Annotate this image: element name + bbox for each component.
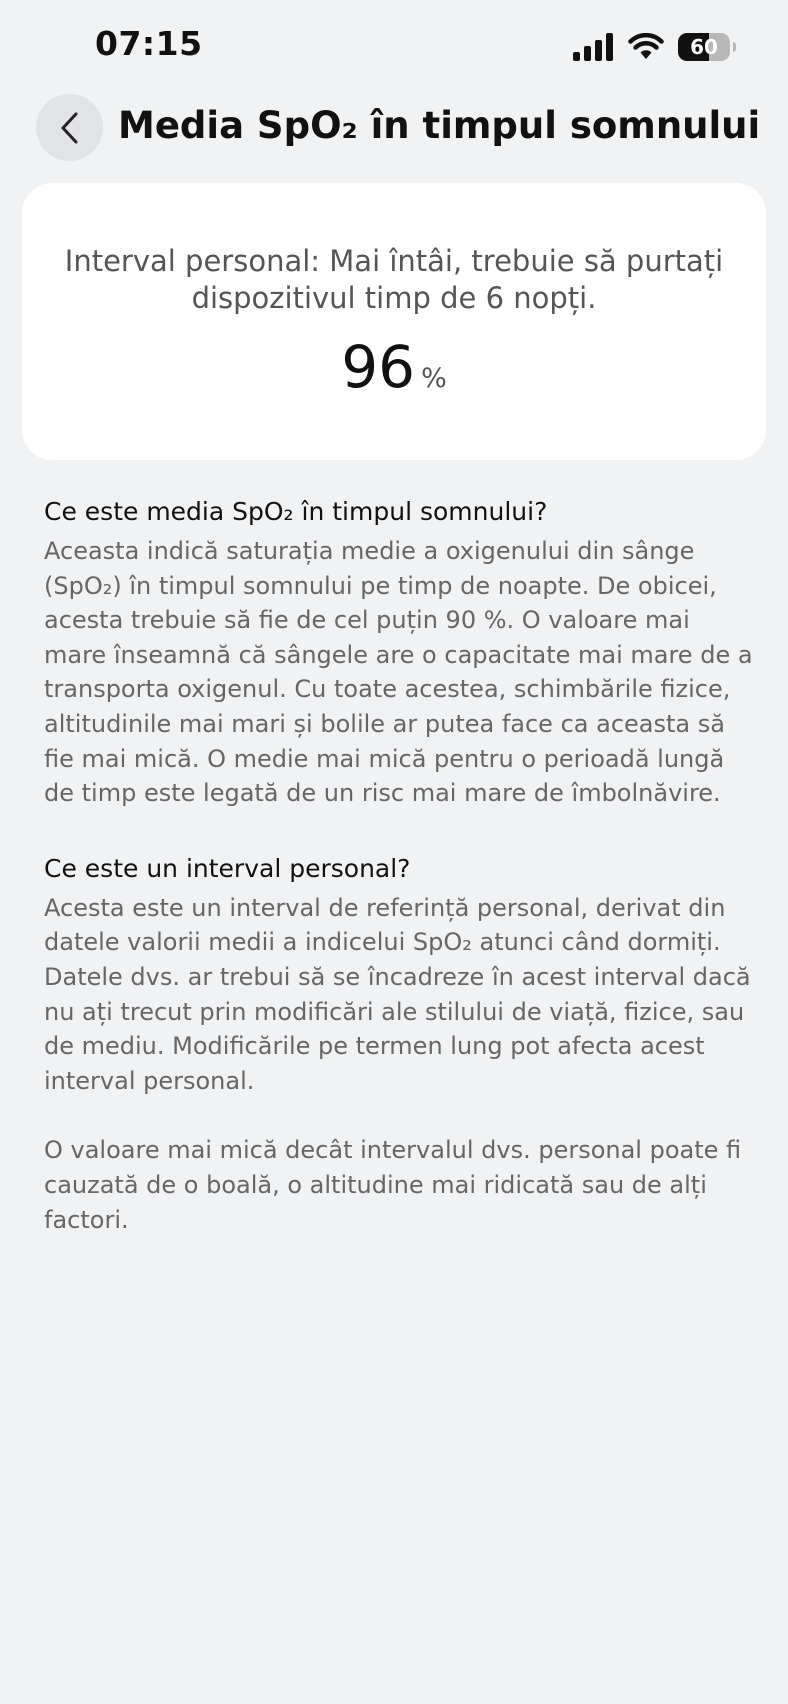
section-body: Aceasta indică saturația medie a oxigenului din sânge (SpO₂) în timpul somnului pe timp de noapte. De obicei, acesta trebuie să fie de cel puțin 90 %. O valoare mai mare înseamnă că sângele are o capacitate mai mare de a transporta oxigenul. Cu toate acestea, schimbările fizice, altitudinile mai mari și bolile ar putea face ca aceasta să fie mai mică. O medie mai mică pentru o perioadă lungă de timp este legată de un risc mai mare de îmbolnăvire. — [44, 537, 753, 808]
spo2-value-unit: % — [421, 363, 447, 394]
section-title: Ce este un interval personal? — [44, 853, 411, 883]
status-time: 07:15 — [95, 24, 203, 63]
section-extra-note: O valoare mai mică decât intervalul dvs. personal poate fi cauzată de o boală, o altitudine mai ridicată sau de alți factori. — [44, 1136, 742, 1234]
header — [0, 92, 788, 162]
spo2-value-number: 96 — [341, 333, 416, 401]
section-personal-range — [44, 851, 754, 1237]
spo2-summary-card — [22, 183, 766, 460]
spo2-value — [22, 333, 766, 401]
section-body: Acesta este un interval de referință personal, derivat din datele valorii medii a indicelui SpO₂ atunci când dormiți. Datele dvs. ar trebui să se încadreze în acest interval dacă nu ați trecut prin modificări ale stilului de viață, fizice, sau de mediu. Modificările pe termen lung pot afecta acest interval personal. — [44, 893, 751, 1095]
status-icons — [572, 30, 730, 64]
info-content — [44, 494, 754, 1237]
battery-icon — [678, 33, 730, 61]
personal-range-note: Interval personal: Mai întâi, trebuie să purtați dispozitivul timp de 6 nopți. — [64, 244, 724, 315]
status-bar — [0, 0, 788, 92]
wifi-icon — [628, 33, 664, 61]
signal-icon — [572, 32, 614, 62]
page-title: Media SpO₂ în timpul somnului — [118, 104, 761, 147]
section-title: Ce este media SpO₂ în timpul somnului? — [44, 497, 548, 526]
battery-level: 60 — [690, 35, 718, 59]
chevron-left-icon — [59, 111, 81, 145]
section-spo2-average — [44, 494, 754, 811]
back-button[interactable] — [36, 94, 103, 161]
